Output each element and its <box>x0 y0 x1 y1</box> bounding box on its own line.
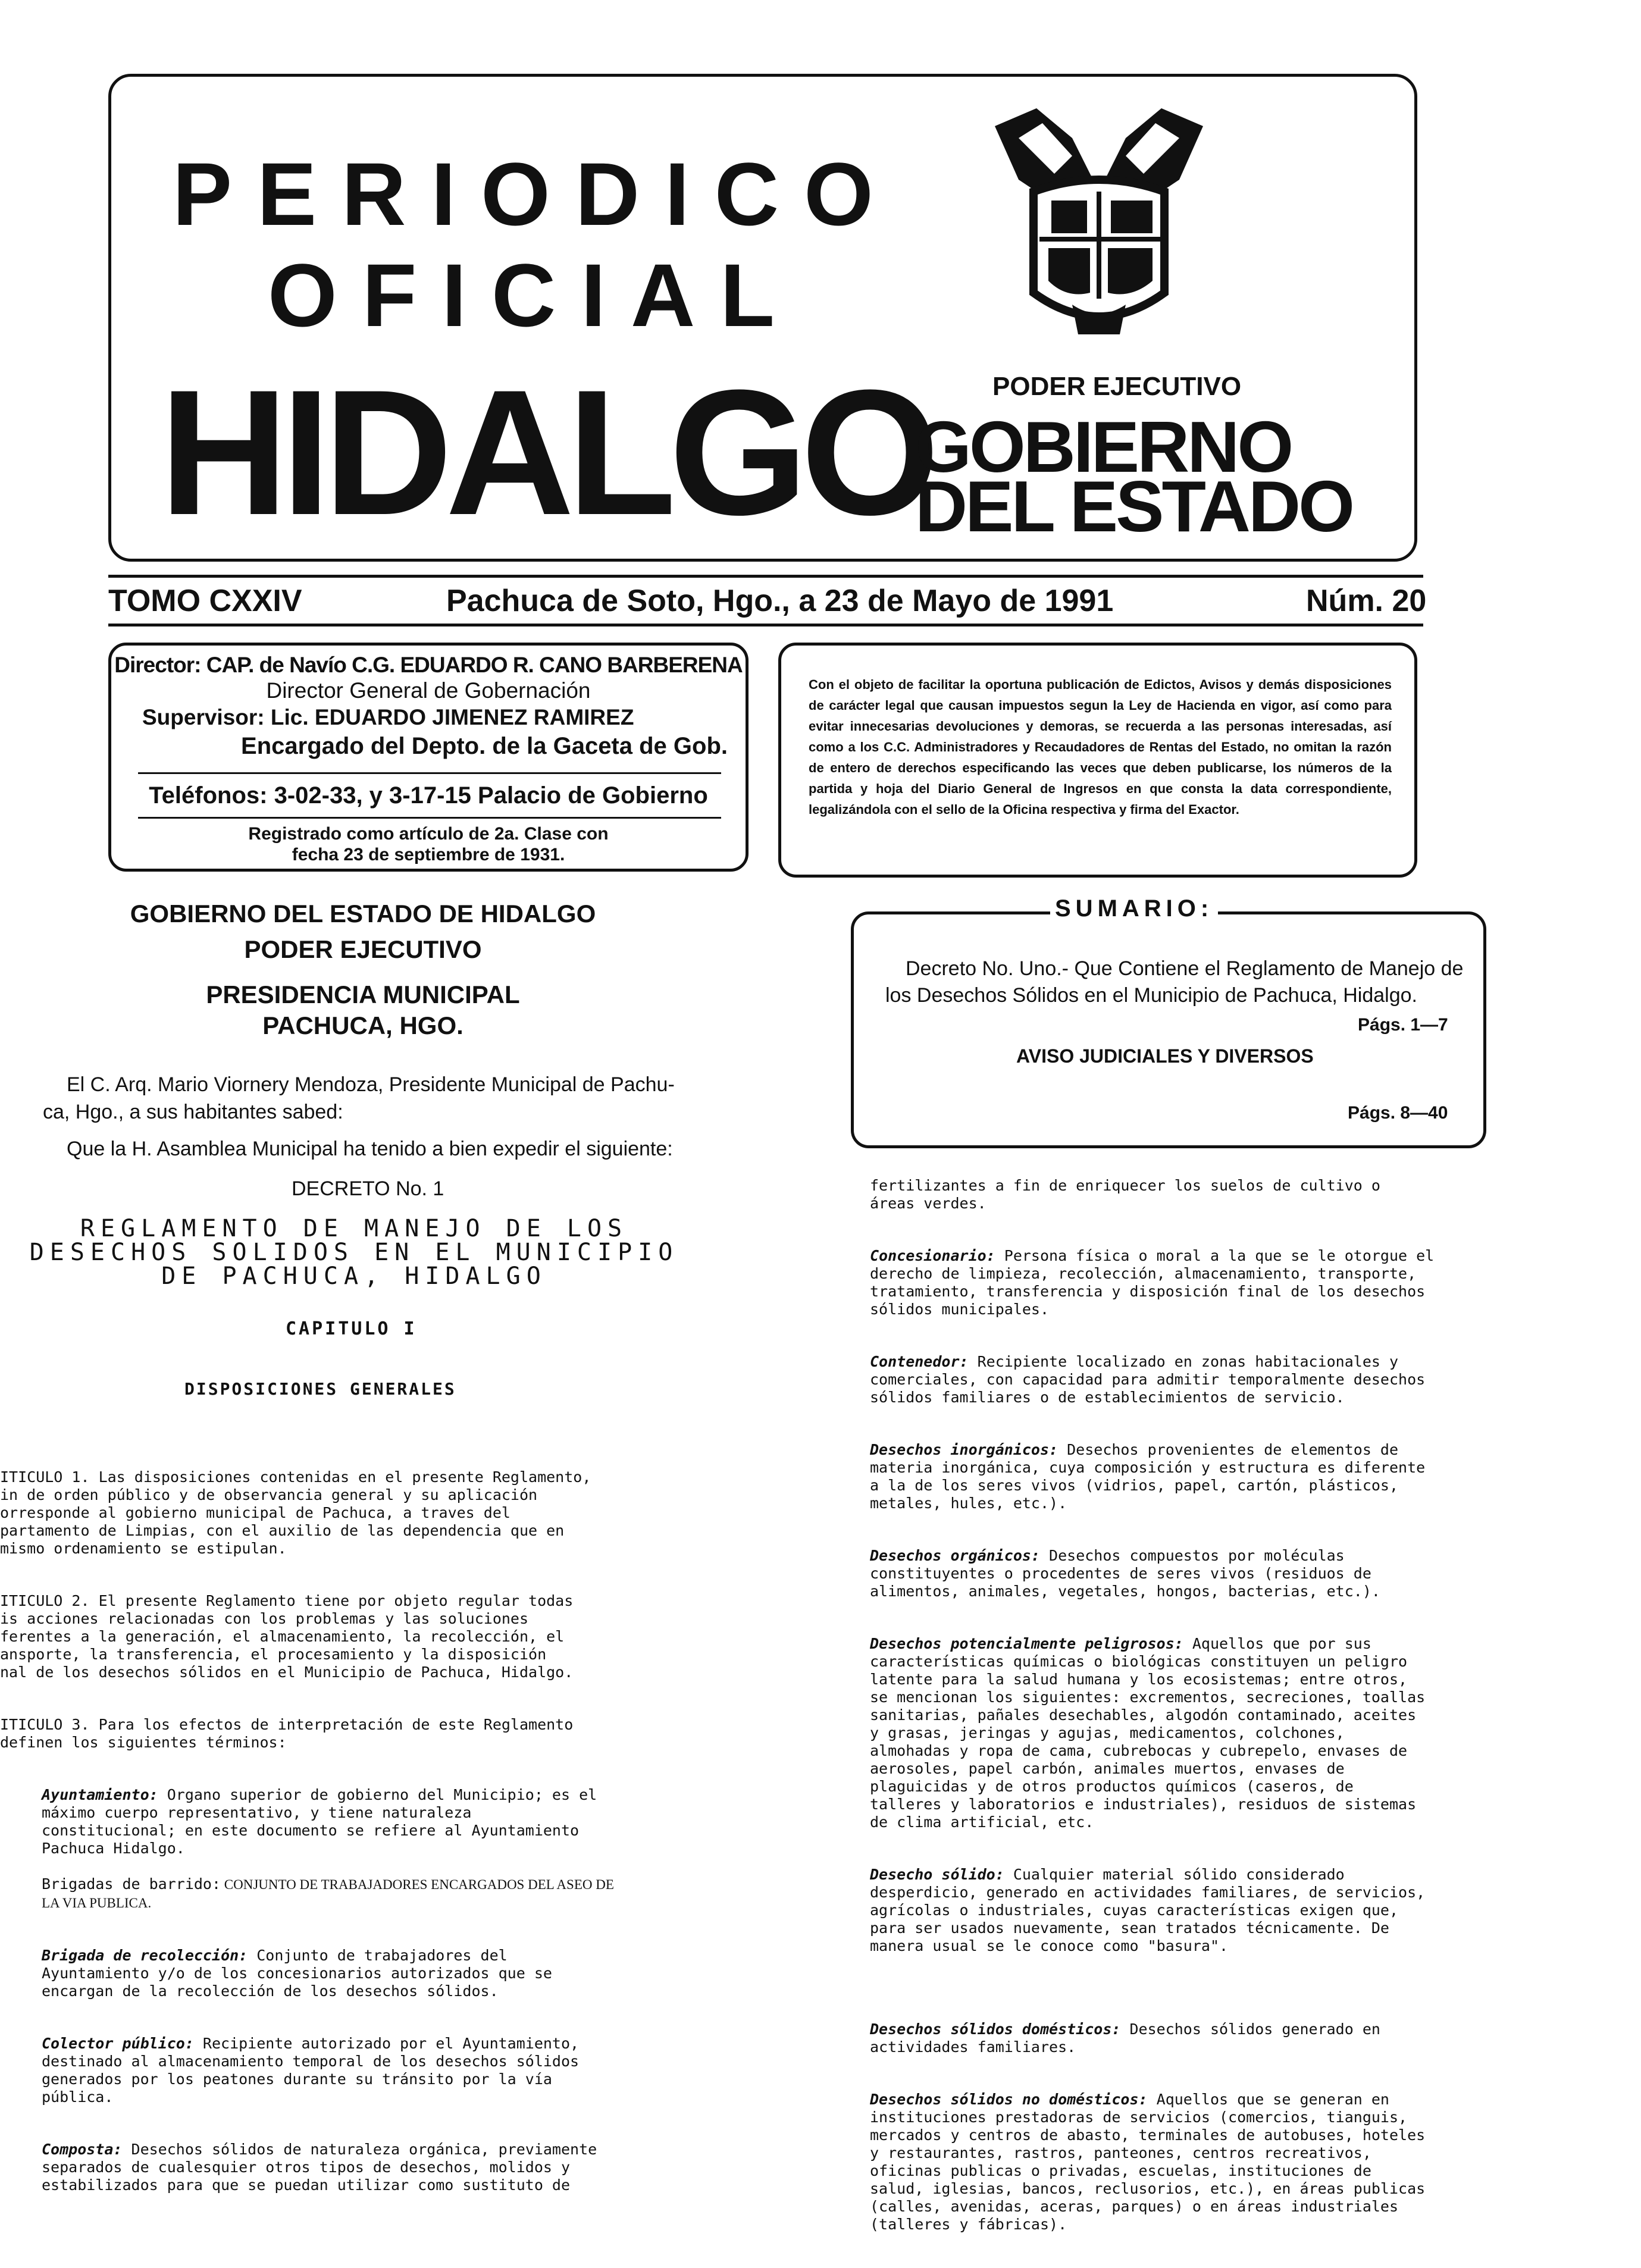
term-inorganicos: Desechos inorgánicos: <box>870 1441 1058 1458</box>
term-composta: Composta: <box>42 2141 123 2158</box>
def-peligrosos <box>870 1635 1620 1831</box>
def-desecho-solido <box>870 1866 1620 1955</box>
director-box <box>108 643 749 872</box>
director-divider <box>138 772 721 774</box>
def-brigada-recoleccion <box>0 1947 732 2000</box>
def-ayuntamiento <box>0 1786 732 1857</box>
masthead-hidalgo: HIDALGO <box>159 352 933 552</box>
def-fertilizantes: fertilizantes a fin de enriquecer los suelos de cultivo o áreas verdes. <box>870 1177 1380 1212</box>
def-brigada-recoleccion-text: Conjunto de trabajadores del Ayuntamiento y/o de los concesionarios autorizados que se encargan de la recolección de los desechos sólidos. <box>42 1947 552 2000</box>
intro-line-2: ca, Hgo., a sus habitantes sabed: <box>43 1101 343 1123</box>
def-brigadas <box>0 1875 732 1912</box>
sumario-pages-2: Págs. 8—40 <box>1348 1103 1448 1123</box>
poder-heading: PODER EJECUTIVO <box>244 935 482 963</box>
masthead-periodico: PERIODICO <box>173 144 898 244</box>
phone-numbers: Teléfonos: 3-02-33, y 3-17-15 Palacio de Gobierno <box>149 782 708 809</box>
masthead-del-estado: DEL ESTADO <box>915 466 1353 547</box>
issue-number: Núm. 20 <box>1306 584 1427 618</box>
term-colector: Colector público: <box>42 2035 194 2052</box>
director-name: Director: CAP. de Navío C.G. EDUARDO R. CANO BARBERENA <box>114 653 743 677</box>
intro-line-1: El C. Arq. Mario Viornery Mendoza, Presidente Municipal de Pachu- <box>67 1073 675 1096</box>
sumario-decreto-1: Decreto No. Uno.- Que Contiene el Reglamento de Manejo de <box>906 957 1464 980</box>
def-colector-text: Recipiente autorizado por el Ayuntamiento, destinado al almacenamiento temporal de los desechos sólidos generados por los peatones durante su tránsito por la vía pública. <box>42 2035 580 2106</box>
def-concesionario <box>870 1247 1620 1318</box>
def-inorganicos <box>870 1441 1620 1512</box>
def-contenedor <box>870 1353 1620 1406</box>
masthead-oficial: OFICIAL <box>268 245 800 345</box>
def-organicos <box>870 1547 1620 1600</box>
reglamento-title-1: REGLAMENTO DE MANEJO DE LOS <box>80 1215 628 1242</box>
sumario-decreto-2: los Desechos Sólidos en el Municipio de Pachuca, Hidalgo. <box>885 984 1417 1007</box>
term-concesionario: Concesionario: <box>870 1247 995 1264</box>
def-colector <box>0 2035 732 2106</box>
def-desecho-solido-text: Cualquier material sólido considerado desperdicio, generado en actividades familiares, de servicios, agrícolas o industriales, cuyas características exigen que, para ser usados nuevamente, sean tratados técnicamente. De manera usual se le conoce como "basura". <box>870 1866 1426 1954</box>
asamblea-line: Que la H. Asamblea Municipal ha tenido a bien expedir el siguiente: <box>67 1138 673 1160</box>
def-ayuntamiento-text: Organo superior de gobierno del Municipio; es el máximo cuerpo representativo, y tiene naturaleza constitucional; en este documento se refiere al Ayuntamiento Pachuca Hidalgo. <box>42 1786 597 1857</box>
publication-notice-box <box>778 643 1417 878</box>
decreto-title: DECRETO No. 1 <box>292 1177 444 1200</box>
def-domesticos <box>870 2020 1620 2056</box>
def-brigadas-text: CONJUNTO DE TRABAJADORES ENCARGADOS DEL ASEO DE LA VIA PUBLICA. <box>42 1877 614 1910</box>
phone-divider <box>138 817 721 819</box>
masthead-poder-ejecutivo: PODER EJECUTIVO <box>992 372 1242 401</box>
registration-line-2: fecha 23 de septiembre de 1931. <box>292 845 565 864</box>
reglamento-title-3: DE PACHUCA, HIDALGO <box>161 1263 547 1290</box>
sumario-avisos: AVISO JUDICIALES Y DIVERSOS <box>1016 1045 1314 1067</box>
tomo-label: TOMO CXXIV <box>108 584 302 618</box>
def-contenedor-text: Recipiente localizado en zonas habitacionales y comerciales, con capacidad para admitir temporalmente desechos sólidos familiares o de establecimientos de servicio. <box>870 1353 1426 1406</box>
right-column <box>870 1159 1620 2268</box>
place-date: Pachuca de Soto, Hgo., a 23 de Mayo de 1991 <box>446 584 1114 618</box>
director-title: Director General de Gobernación <box>266 678 591 703</box>
articulo-3: ITICULO 3. Para los efectos de interpretación de este Reglamento definen los siguientes términos: <box>0 1716 574 1751</box>
bottom-rule <box>108 624 1423 626</box>
supervisor-title: Encargado del Depto. de la Gaceta de Gob. <box>241 733 728 759</box>
disposiciones-heading: DISPOSICIONES GENERALES <box>184 1379 456 1399</box>
def-no-domesticos-text: Aquellos que se generan en instituciones prestadoras de servicios (comercios, tianguis, mercados y centros de abasto, terminales de autobuses, hoteles y restaurantes, rastros, panteones, centros recreativos, oficinas publicas o privadas, escuelas, instituciones de salud, iglesias, bancos, reclusorios, etc.), en áreas publicas (calles, avenidas, aceras, parques) o en áreas industriales (talleres y fábricas). <box>870 2091 1426 2233</box>
def-composta-text: Desechos sólidos de naturaleza orgánica, previamente separados de cualesquier otros tipos de desechos, molidos y estabilizados para que se puedan utilizar como sustituto de <box>42 2141 597 2194</box>
left-column <box>0 1451 732 2229</box>
def-no-domesticos <box>870 2091 1620 2233</box>
def-concesionario-text: Persona física o moral a la que se le otorgue el derecho de limpieza, recolección, almacenamiento, transporte, tratamiento, transferencia y disposición final de los desechos sólidos municipales. <box>870 1247 1435 1318</box>
coat-of-arms-icon <box>983 102 1215 352</box>
articulo-2: ITICULO 2. El presente Reglamento tiene por objeto regular todas is acciones relacionadas con los problemas y las soluciones ferentes a la generación, el almacenamiento, la recolección, el ansporte, la transferencia, el procesamiento y la disposición nal de los desechos sólidos en el Municipio de Pachuca, Hidalgo. <box>0 1592 574 1681</box>
capitulo-heading: CAPITULO I <box>286 1318 417 1339</box>
term-desecho-solido: Desecho sólido: <box>870 1866 1004 1883</box>
term-contenedor: Contenedor: <box>870 1353 969 1370</box>
gobierno-heading: GOBIERNO DEL ESTADO DE HIDALGO <box>130 900 596 928</box>
top-rule <box>108 575 1423 578</box>
presidencia-heading: PRESIDENCIA MUNICIPAL <box>206 980 520 1008</box>
def-inorganicos-text: Desechos provenientes de elementos de materia inorgánica, cuya composición y estructura es diferente a la de los seres vivos (vidrios, papel, cartón, plásticos, metales, hules, etc.). <box>870 1441 1426 1512</box>
sumario-title: SUMARIO: <box>1050 895 1218 922</box>
reglamento-title-2: DESECHOS SOLIDOS EN EL MUNICIPIO <box>29 1239 679 1266</box>
term-peligrosos: Desechos potencialmente peligrosos: <box>870 1635 1183 1652</box>
masthead-gobierno: GOBIERNO <box>915 406 1292 487</box>
term-brigadas: Brigadas de barrido: <box>42 1875 221 1893</box>
sumario-pages-1: Págs. 1—7 <box>1358 1015 1448 1035</box>
term-ayuntamiento: Ayuntamiento: <box>42 1786 158 1803</box>
registration-line-1: Registrado como artículo de 2a. Clase con <box>248 824 609 844</box>
def-domesticos-text: Desechos sólidos generado en actividades familiares. <box>870 2020 1380 2056</box>
term-no-domesticos: Desechos sólidos no domésticos: <box>870 2091 1148 2108</box>
articulo-1: ITICULO 1. Las disposiciones contenidas en el presente Reglamento, in de orden público y de observancia general y su aplicación orresponde al gobierno municipal de Pachuca, a traves del partamento de Limpias, con el auxilio de las dependencia que en mismo ordenamiento se estipulan. <box>0 1468 591 1557</box>
pachuca-heading: PACHUCA, HGO. <box>262 1011 464 1039</box>
publication-notice-text: Con el objeto de facilitar la oportuna publicación de Edictos, Avisos y demás disposiciones de carácter legal que causan impuestos segun la Ley de Hacienda en vigor, así como para evitar innecesarias devoluciones y demoras, se recuerda a las personas interesadas, así como a los C.C. Administradores y Recaudadores de Rentas del Estado, no omitan la razón de entero de derechos especificando las veces que deben publicarse, los números de la partida y hoja del Diario General de Ingresos en que consta la data correspondiente, legalizándola con el sello de la Oficina respectiva y firma del Exactor. <box>809 677 1392 817</box>
term-domesticos: Desechos sólidos domésticos: <box>870 2020 1121 2038</box>
def-composta <box>0 2141 732 2194</box>
supervisor-name: Supervisor: Lic. EDUARDO JIMENEZ RAMIREZ <box>142 705 634 729</box>
term-organicos: Desechos orgánicos: <box>870 1547 1040 1564</box>
term-brigada-recoleccion: Brigada de recolección: <box>42 1947 248 1964</box>
def-peligrosos-text: Aquellos que por sus características químicas o biológicas constituyen un peligro latente para la salud humana y los ecosistemas; entre otros, se mencionan los siguientes: excrementos, secreciones, toallas sanitarias, pañales desechables, algodón contaminado, aceites y grasas, jeringas y agujas, medicamentos, colchones, almohadas y ropa de cama, cubrebocas y cubrepelo, envases de aerosoles, papel carbón, animales muertos, envases de plaguicidas y de otros productos químicos (caseros, de talleres y laboratorios e industriales), residuos de sistemas de clima artificial, etc. <box>870 1635 1426 1831</box>
def-organicos-text: Desechos compuestos por moléculas constituyentes o procedentes de seres vivos (residuos de alimentos, animales, vegetales, hongos, bacterias, etc.). <box>870 1547 1380 1600</box>
